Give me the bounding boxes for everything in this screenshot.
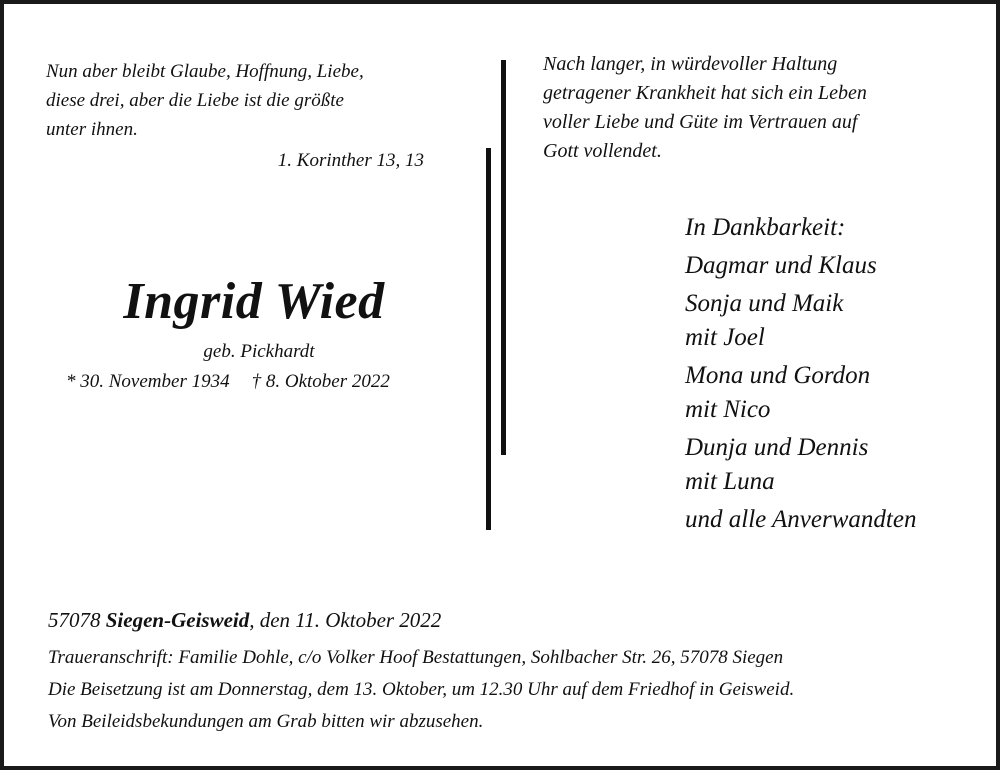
obituary-line: voller Liebe und Güte im Vertrauen auf xyxy=(543,111,858,133)
verse-line: unter ihnen. xyxy=(46,119,138,140)
postcode: 57078 xyxy=(48,608,101,632)
mourner-line: Mona und Gordon xyxy=(685,362,871,389)
birth-date: * 30. November 1934 xyxy=(66,371,230,392)
mourners-list xyxy=(685,211,916,537)
obituary-line: Gott vollendet. xyxy=(543,140,662,162)
maiden-name: geb. Pickhardt xyxy=(203,341,315,362)
place-and-date xyxy=(48,608,441,633)
verse-source: 1. Korinther 13, 13 xyxy=(277,150,424,171)
life-dates xyxy=(66,371,390,393)
mourner-line: mit Nico xyxy=(685,396,771,423)
mourner-line: Dagmar und Klaus xyxy=(685,252,877,279)
mourning-address: Traueranschrift: Familie Dohle, c/o Volker Hoof Bestattungen, Sohlbacher Str. 26, 57078 Siegen xyxy=(48,647,784,668)
funeral-info: Die Beisetzung ist am Donnerstag, dem 13. Oktober, um 12.30 Uhr auf dem Friedhof in Geisweid. xyxy=(48,679,795,700)
divider-bar-left xyxy=(486,148,491,530)
obituary-line: getragener Krankheit hat sich ein Leben xyxy=(543,82,867,104)
divider-bar-right xyxy=(501,60,506,455)
mourner-line: Dunja und Dennis xyxy=(685,434,869,461)
mourner-line: und alle Anverwandten xyxy=(685,506,917,533)
mourner-line: mit Luna xyxy=(685,468,775,495)
mourner-line: mit Joel xyxy=(685,324,765,351)
city: Siegen-Geisweid xyxy=(105,608,250,632)
verse-line: diese drei, aber die Liebe ist die größte xyxy=(46,90,344,111)
deceased-name: Ingrid Wied xyxy=(123,273,385,330)
verse-line: Nun aber bleibt Glaube, Hoffnung, Liebe, xyxy=(46,61,364,82)
death-date: † 8. Oktober 2022 xyxy=(251,371,390,392)
condolence-note: Von Beileidsbekundungen am Grab bitten wir abzusehen. xyxy=(48,711,484,732)
obituary-line: Nach langer, in würdevoller Haltung xyxy=(543,53,838,75)
bible-verse xyxy=(46,57,446,144)
mourner-line: Sonja und Maik xyxy=(685,290,844,317)
notice-date: , den 11. Oktober 2022 xyxy=(249,608,442,632)
mourners-intro: In Dankbarkeit: xyxy=(685,214,846,241)
obituary-text xyxy=(543,50,867,166)
